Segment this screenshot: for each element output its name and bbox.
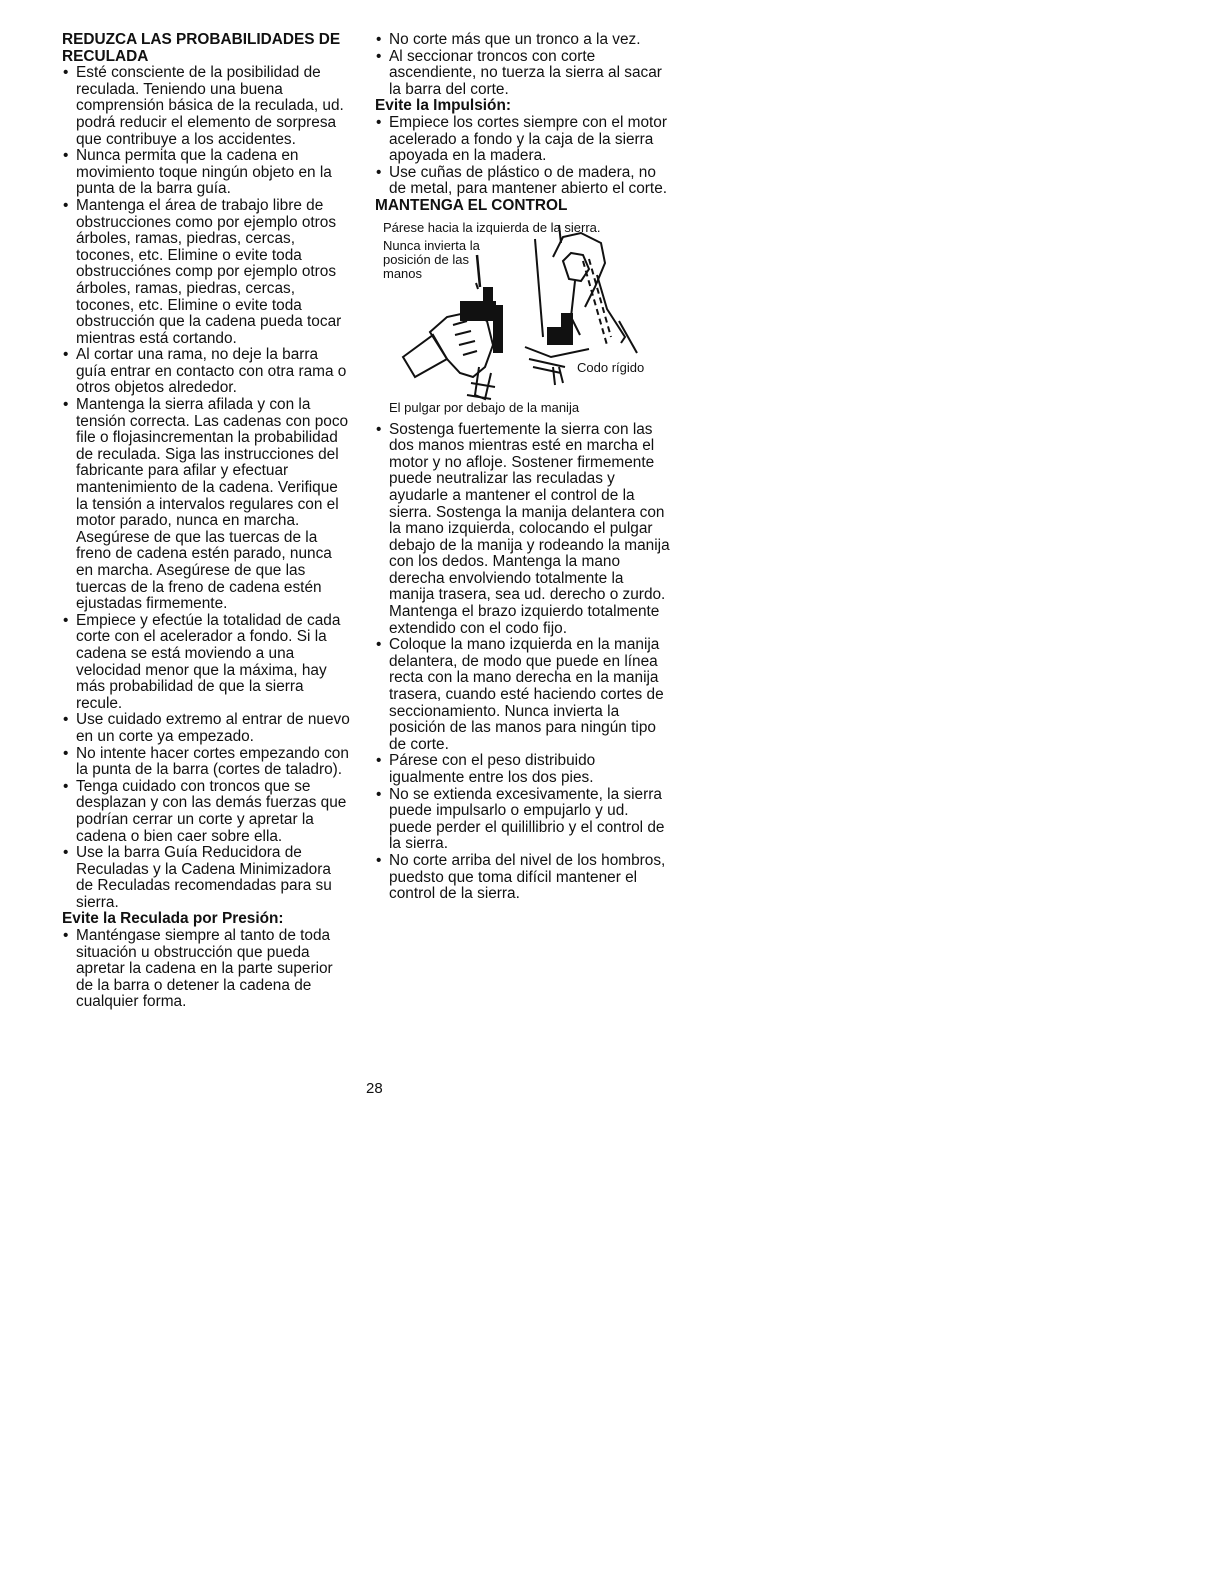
- list-item: • Sostenga fuertemente la sierra con las dos manos mientras esté en marcha el motor y no afloje. Sostener firmemente puede neutralizar las reculadas y ayudarle a mantener el control de la sierra. Sostenga la manija delantera con la mano izquierda, colocando el pulgar debajo de la manija y rodeando la manija con los dedos. Mantenga la mano derecha envolviendo totalmente la manija trasera, sea ud. derecho o zurdo. Mantenga el brazo izquierdo totalmente extendido con el codo fijo.: [375, 422, 670, 638]
- figure-caption-stance: Párese hacia la izquierda de la sierra.: [383, 219, 601, 235]
- list-item: • Mantenga la sierra afilada y con la tensión correcta. Las cadenas con poco file o flojasincrementan la probabilidad de reculada. Siga las instrucciones del fabricante para afilar y efectuar mantenimiento de la cadena. Verifique la tensión a intervalos regulares con el motor parado, nunca en marcha. Asegúrese de que las tuercas de la freno de cadena estén parado, nunca en marcha. Asegúrese de que las tuercas de la freno de cadena estén ejustadas firmemente.: [62, 397, 352, 613]
- control-bullet-list: [375, 422, 670, 903]
- list-item: • Use cuidado extremo al entrar de nuevo en un corte ya empezado.: [62, 712, 352, 745]
- page-number: 28: [366, 1080, 383, 1097]
- list-item: • Al seccionar troncos con corte ascendiente, no tuerza la sierra al sacar la barra del corte.: [375, 49, 670, 99]
- section-heading-reduce-kickback: REDUZCA LAS PROBABILIDADES DE RECULADA: [62, 31, 341, 65]
- list-item: • No corte arriba del nivel de los hombros, puedsto que toma difícil mantener el control de la sierra.: [375, 853, 670, 903]
- left-column: [62, 32, 352, 1011]
- subheading-pinch-kickback: Evite la Reculada por Presión:: [62, 910, 284, 928]
- list-item: • No corte más que un tronco a la vez.: [375, 32, 670, 49]
- list-item: • No se extienda excesivamente, la sierra puede impulsarlo o empujarlo y ud. puede perder el quilillibrio y el control de la sierra.: [375, 787, 670, 853]
- list-item: • Al cortar una rama, no deje la barra guía entrar en contacto con otra rama o otros objetos alrededor.: [62, 347, 352, 397]
- kickback-bullet-list: [62, 65, 352, 911]
- list-item: • Empiece los cortes siempre con el motor acelerado a fondo y la caja de la sierra apoyada en la madera.: [375, 115, 670, 165]
- figure-label-elbow: Codo rígido: [577, 359, 645, 375]
- list-item: • Empiece y efectúe la totalidad de cada corte con el acelerador a fondo. Si la cadena se está moviendo a una velocidad menor que la máxima, hay más probabilidad de que la sierra recule.: [62, 613, 352, 713]
- grip-illustration: [375, 217, 670, 422]
- list-item: • Coloque la mano izquierda en la manija delantera, de modo que puede en línea recta con la mano derecha en la manija trasera, cuando esté haciendo cortes de seccionamiento. Nunca invierta la posición de las manos para ningún tipo de corte.: [375, 637, 670, 753]
- cutting-bullet-list: [375, 32, 670, 98]
- section-heading-keep-control: MANTENGA EL CONTROL: [375, 196, 568, 214]
- list-item: • Párese con el peso distribuido igualmente entre los dos pies.: [375, 753, 670, 786]
- list-item: • Mantenga el área de trabajo libre de obstrucciones como por ejemplo otros árboles, ramas, piedras, cercas, tocones, etc. Elimine o evite toda obstrucciónes comp por ejemplo otros árboles, ramas, piedras, cercas, tocones, etc. Elimine o evite toda obstrucción que la cadena pueda tocar mientras está cortando.: [62, 198, 352, 347]
- pinch-bullet-list: [62, 928, 352, 1011]
- figure-caption-thumb: El pulgar por debajo de la manija: [389, 399, 580, 415]
- list-item: • No intente hacer cortes empezando con la punta de la barra (cortes de taladro).: [62, 746, 352, 779]
- list-item: • Esté consciente de la posibilidad de reculada. Teniendo una buena comprensión básica de la reculada, ud. podrá reducir el elemento de sorpresa que contribuye a los accidentes.: [62, 65, 352, 148]
- figure-label-hand-position: Nunca invierta la posición de las manos: [383, 237, 480, 281]
- list-item: • Nunca permita que la cadena en movimiento toque ningún objeto en la punta de la barra guía.: [62, 148, 352, 198]
- subheading-pull-in: Evite la Impulsión:: [375, 97, 511, 115]
- list-item: • Manténgase siempre al tanto de toda situación u obstrucción que pueda apretar la cadena en la parte superior de la barra o detener la cadena de cualquier forma.: [62, 928, 352, 1011]
- pull-in-bullet-list: [375, 115, 670, 198]
- list-item: • Use cuñas de plástico o de madera, no de metal, para mantener abierto el corte.: [375, 165, 670, 198]
- list-item: • Use la barra Guía Reducidora de Reculadas y la Cadena Minimizadora de Reculadas recomendadas para su sierra.: [62, 845, 352, 911]
- right-column: [375, 32, 670, 903]
- list-item: • Tenga cuidado con troncos que se desplazan y con las demás fuerzas que podrían cerrar un corte y apretar la cadena o bien caer sobre ella.: [62, 779, 352, 845]
